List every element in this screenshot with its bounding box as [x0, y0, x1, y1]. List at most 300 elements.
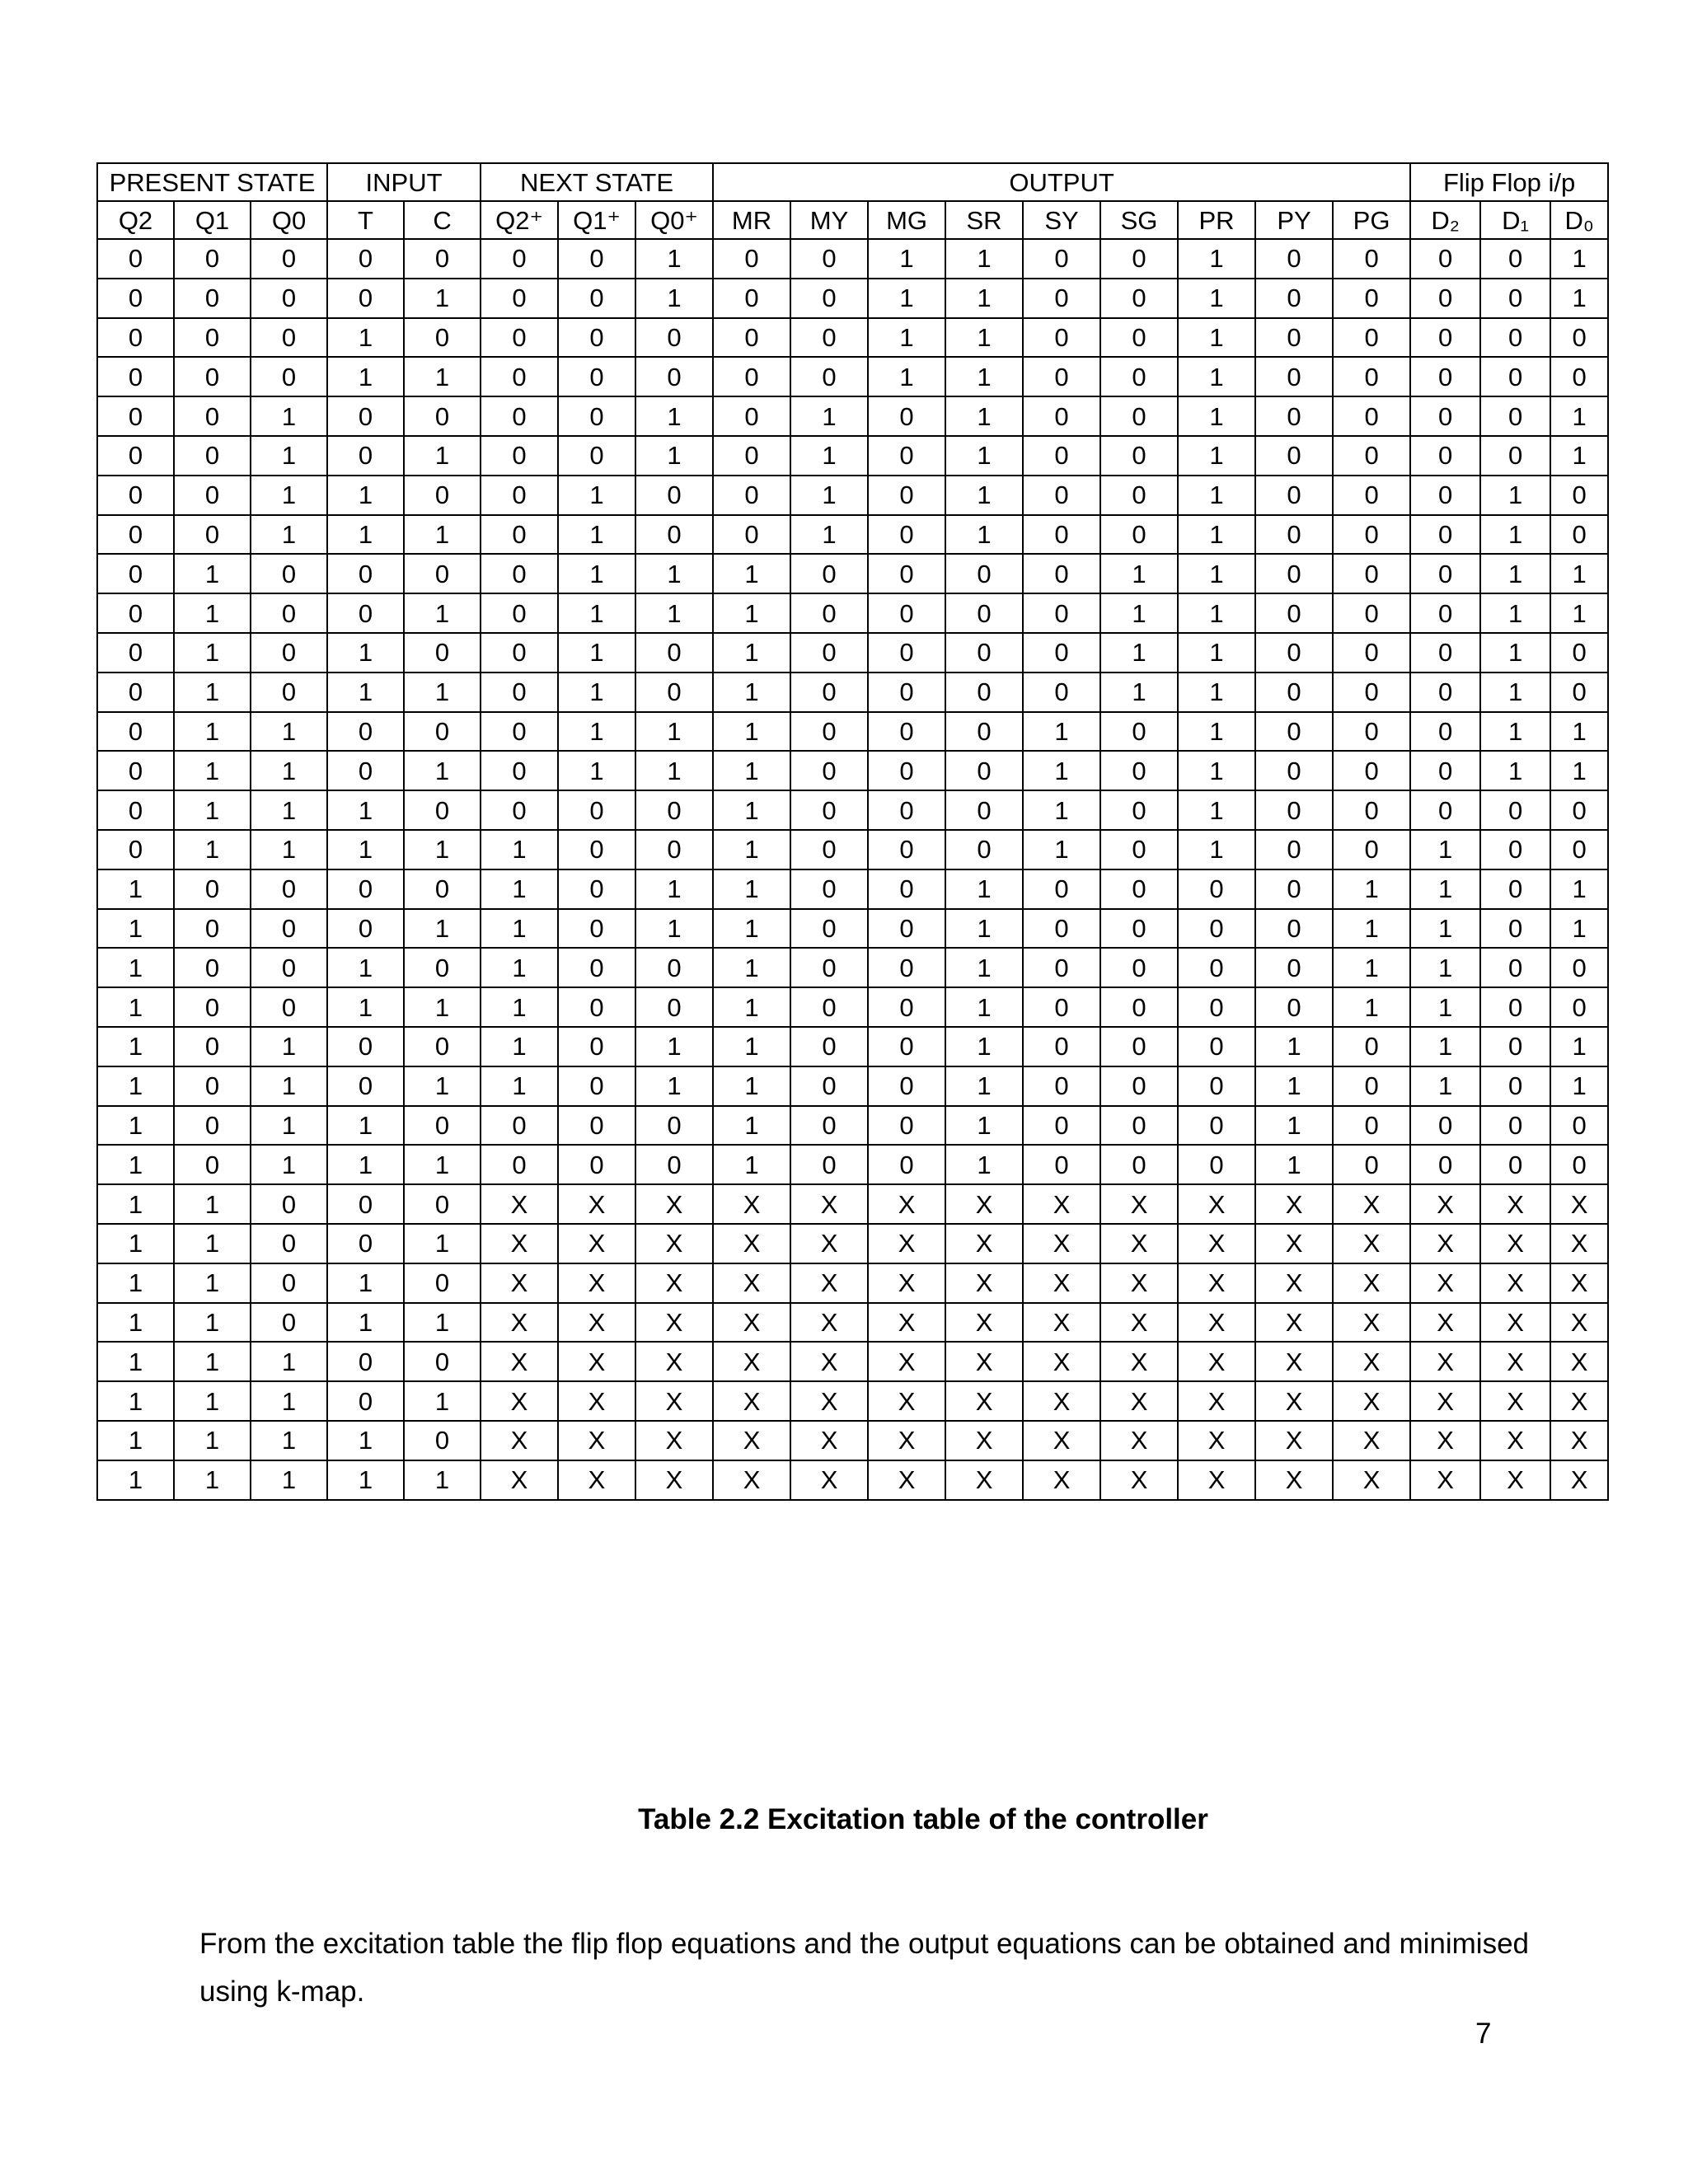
table-cell: X	[1333, 1460, 1410, 1500]
table-cell: 0	[174, 396, 251, 436]
table-cell: X	[558, 1184, 635, 1224]
table-cell: 1	[635, 869, 713, 909]
table-cell: 0	[1178, 909, 1255, 949]
table-cell: 0	[174, 1106, 251, 1146]
table-cell: 0	[1550, 673, 1608, 712]
table-cell: 1	[1550, 751, 1608, 790]
table-cell: 0	[1480, 987, 1550, 1027]
table-cell: 1	[1023, 751, 1100, 790]
table-cell: 0	[1333, 633, 1410, 673]
table-cell: 0	[404, 318, 481, 358]
table-cell: X	[1255, 1263, 1333, 1303]
table-cell: 1	[97, 1224, 174, 1263]
table-cell: 1	[558, 633, 635, 673]
table-cell: 1	[327, 633, 404, 673]
table-cell: X	[713, 1381, 790, 1421]
table-cell: 0	[1023, 593, 1100, 633]
table-cell: 1	[1100, 593, 1178, 633]
table-cell: 1	[635, 554, 713, 593]
table-cell: 1	[558, 712, 635, 752]
table-cell: 0	[97, 279, 174, 318]
table-cell: 0	[251, 869, 327, 909]
table-cell: 0	[404, 633, 481, 673]
table-cell: 1	[174, 1421, 251, 1460]
table-cell: 0	[1178, 1027, 1255, 1066]
table-cell: 0	[1100, 1106, 1178, 1146]
table-cell: 0	[97, 476, 174, 515]
table-cell: X	[713, 1460, 790, 1500]
table-cell: X	[1178, 1224, 1255, 1263]
table-cell: 1	[713, 830, 790, 869]
table-cell: 0	[481, 239, 558, 279]
table-cell: 1	[1255, 1027, 1333, 1066]
table-cell: 0	[481, 357, 558, 396]
table-cell: X	[945, 1381, 1023, 1421]
table-cell: 1	[713, 1145, 790, 1184]
table-cell: 1	[790, 476, 868, 515]
table-cell: 0	[97, 751, 174, 790]
table-cell: 1	[558, 554, 635, 593]
table-cell: X	[1410, 1421, 1480, 1460]
table-cell: 0	[1100, 790, 1178, 830]
table-cell: 1	[945, 396, 1023, 436]
table-cell: X	[790, 1303, 868, 1343]
table-cell: 1	[1178, 633, 1255, 673]
table-cell: X	[868, 1460, 945, 1500]
table-cell: 1	[945, 279, 1023, 318]
table-cell: 0	[1023, 869, 1100, 909]
table-cell: 1	[635, 593, 713, 633]
table-cell: 1	[635, 751, 713, 790]
table-cell: 1	[635, 1027, 713, 1066]
column-header: MG	[868, 201, 945, 239]
table-cell: 1	[481, 948, 558, 987]
table-cell: 1	[97, 987, 174, 1027]
table-cell: 0	[1333, 396, 1410, 436]
table-cell: 1	[1550, 1027, 1608, 1066]
table-cell: X	[1550, 1263, 1608, 1303]
table-cell: 1	[404, 1381, 481, 1421]
table-cell: 0	[327, 712, 404, 752]
table-cell: 0	[1100, 830, 1178, 869]
table-cell: X	[1410, 1184, 1480, 1224]
table-cell: 0	[1550, 790, 1608, 830]
table-cell: 0	[868, 712, 945, 752]
table-cell: 0	[635, 357, 713, 396]
table-cell: 0	[1023, 1145, 1100, 1184]
column-header: SG	[1100, 201, 1178, 239]
table-cell: 0	[868, 1027, 945, 1066]
table-cell: 1	[481, 987, 558, 1027]
table-cell: X	[713, 1224, 790, 1263]
table-cell: 0	[945, 673, 1023, 712]
table-cell: 1	[635, 239, 713, 279]
table-cell: X	[1410, 1381, 1480, 1421]
table-cell: X	[945, 1460, 1023, 1500]
table-cell: 0	[251, 1303, 327, 1343]
table-cell: 0	[174, 1027, 251, 1066]
table-cell: 1	[1480, 633, 1550, 673]
table-cell: 1	[713, 869, 790, 909]
table-cell: 1	[251, 436, 327, 476]
table-cell: 0	[1255, 515, 1333, 555]
table-cell: X	[868, 1303, 945, 1343]
table-cell: 1	[97, 1263, 174, 1303]
table-cell: 0	[1333, 318, 1410, 358]
table-cell: 0	[1023, 909, 1100, 949]
table-cell: 0	[1255, 948, 1333, 987]
table-cell: 0	[1550, 1106, 1608, 1146]
table-cell: X	[868, 1381, 945, 1421]
table-cell: 1	[1178, 751, 1255, 790]
table-cell: 0	[1333, 554, 1410, 593]
table-cell: X	[1333, 1342, 1410, 1381]
table-cell: 0	[790, 987, 868, 1027]
table-cell: 0	[327, 279, 404, 318]
table-row	[97, 751, 1608, 790]
table-cell: 0	[790, 1145, 868, 1184]
table-cell: X	[790, 1342, 868, 1381]
table-cell: 1	[481, 869, 558, 909]
table-cell: 0	[1255, 357, 1333, 396]
table-cell: 1	[97, 1381, 174, 1421]
table-cell: 0	[790, 318, 868, 358]
group-header: INPUT	[327, 163, 481, 201]
table-row	[97, 1303, 1608, 1343]
table-cell: 1	[1550, 869, 1608, 909]
table-cell: 0	[251, 909, 327, 949]
table-cell: 0	[1100, 357, 1178, 396]
table-cell: 0	[713, 239, 790, 279]
table-cell: 1	[97, 1460, 174, 1500]
table-cell: X	[790, 1381, 868, 1421]
table-cell: 0	[945, 633, 1023, 673]
table-cell: 1	[1550, 436, 1608, 476]
table-cell: 0	[1255, 593, 1333, 633]
table-cell: X	[1550, 1421, 1608, 1460]
table-cell: 1	[713, 948, 790, 987]
table-cell: X	[1480, 1224, 1550, 1263]
table-cell: 0	[1023, 633, 1100, 673]
table-cell: X	[868, 1342, 945, 1381]
table-cell: 1	[1178, 712, 1255, 752]
table-cell: 0	[404, 1184, 481, 1224]
table-cell: X	[945, 1303, 1023, 1343]
table-row	[97, 790, 1608, 830]
table-row	[97, 476, 1608, 515]
table-cell: 1	[404, 673, 481, 712]
table-cell: 0	[868, 830, 945, 869]
table-row	[97, 515, 1608, 555]
table-cell: X	[481, 1342, 558, 1381]
table-cell: 1	[1550, 593, 1608, 633]
table-cell: X	[635, 1263, 713, 1303]
table-row	[97, 1184, 1608, 1224]
column-header: Q0	[251, 201, 327, 239]
table-cell: X	[558, 1460, 635, 1500]
table-cell: 0	[868, 1106, 945, 1146]
table-cell: 1	[1255, 1145, 1333, 1184]
table-cell: 0	[1023, 987, 1100, 1027]
table-cell: 0	[481, 396, 558, 436]
table-cell: 0	[1023, 239, 1100, 279]
table-cell: X	[481, 1184, 558, 1224]
table-cell: X	[1550, 1460, 1608, 1500]
group-header: OUTPUT	[713, 163, 1410, 201]
table-row	[97, 239, 1608, 279]
table-cell: 0	[251, 987, 327, 1027]
table-row	[97, 1381, 1608, 1421]
table-cell: 1	[713, 554, 790, 593]
table-cell: 0	[404, 1027, 481, 1066]
table-cell: 1	[327, 515, 404, 555]
table-cell: 1	[327, 476, 404, 515]
table-cell: 0	[174, 1066, 251, 1106]
table-cell: X	[713, 1263, 790, 1303]
table-cell: 0	[1550, 318, 1608, 358]
table-cell: 1	[404, 1460, 481, 1500]
table-cell: 0	[1480, 1145, 1550, 1184]
table-cell: X	[1550, 1342, 1608, 1381]
table-cell: X	[1178, 1460, 1255, 1500]
table-cell: 0	[1410, 1145, 1480, 1184]
table-cell: 1	[174, 830, 251, 869]
table-cell: 1	[945, 1106, 1023, 1146]
table-cell: 1	[251, 1460, 327, 1500]
table-cell: X	[713, 1184, 790, 1224]
table-cell: 1	[1023, 790, 1100, 830]
table-cell: 0	[945, 554, 1023, 593]
table-cell: 1	[1480, 554, 1550, 593]
table-cell: 0	[1178, 1106, 1255, 1146]
table-cell: 1	[868, 279, 945, 318]
table-cell: 1	[327, 1303, 404, 1343]
table-cell: 0	[558, 436, 635, 476]
table-row	[97, 1106, 1608, 1146]
table-cell: 0	[558, 396, 635, 436]
table-cell: 0	[97, 673, 174, 712]
table-cell: 0	[251, 593, 327, 633]
table-cell: 0	[1255, 790, 1333, 830]
table-cell: 1	[1550, 1066, 1608, 1106]
table-cell: 0	[404, 1263, 481, 1303]
table-cell: X	[1333, 1303, 1410, 1343]
table-cell: 0	[1550, 357, 1608, 396]
table-cell: 0	[1550, 1145, 1608, 1184]
table-cell: X	[1550, 1224, 1608, 1263]
table-cell: X	[1480, 1381, 1550, 1421]
table-cell: 0	[1410, 554, 1480, 593]
table-cell: 1	[327, 830, 404, 869]
column-header: SY	[1023, 201, 1100, 239]
table-cell: 1	[945, 1027, 1023, 1066]
group-header: PRESENT STATE	[97, 163, 327, 201]
table-cell: 0	[481, 593, 558, 633]
table-cell: X	[1178, 1184, 1255, 1224]
table-cell: 0	[1023, 515, 1100, 555]
table-cell: 1	[558, 673, 635, 712]
table-cell: 1	[404, 1066, 481, 1106]
table-cell: 1	[945, 357, 1023, 396]
table-cell: 0	[1333, 1066, 1410, 1106]
table-cell: 1	[97, 1106, 174, 1146]
table-cell: 0	[1023, 318, 1100, 358]
table-cell: 0	[174, 515, 251, 555]
table-cell: 0	[790, 909, 868, 949]
table-cell: 1	[404, 1224, 481, 1263]
table-cell: 0	[1255, 476, 1333, 515]
column-header: Q2⁺	[481, 201, 558, 239]
table-cell: 0	[1255, 239, 1333, 279]
table-cell: 0	[1178, 869, 1255, 909]
table-cell: 0	[97, 593, 174, 633]
table-cell: 1	[945, 948, 1023, 987]
table-cell: 0	[481, 318, 558, 358]
table-cell: 0	[1410, 239, 1480, 279]
table-cell: 0	[481, 436, 558, 476]
table-cell: 1	[1255, 1106, 1333, 1146]
table-cell: 0	[1178, 1066, 1255, 1106]
table-cell: 0	[790, 1106, 868, 1146]
table-cell: X	[790, 1460, 868, 1500]
excitation-table	[96, 162, 1609, 1501]
table-cell: 0	[1100, 515, 1178, 555]
table-cell: 1	[174, 554, 251, 593]
table-cell: 1	[1178, 593, 1255, 633]
table-cell: 0	[1480, 869, 1550, 909]
table-cell: 0	[1255, 436, 1333, 476]
table-cell: 0	[327, 1381, 404, 1421]
table-cell: 0	[97, 633, 174, 673]
table-cell: X	[1410, 1224, 1480, 1263]
table-cell: 0	[1255, 869, 1333, 909]
table-cell: 0	[327, 436, 404, 476]
table-cell: 0	[713, 436, 790, 476]
table-cell: 1	[558, 476, 635, 515]
table-cell: X	[1410, 1342, 1480, 1381]
table-cell: 0	[251, 318, 327, 358]
table-cell: 0	[327, 593, 404, 633]
table-cell: 0	[868, 633, 945, 673]
table-cell: 0	[868, 751, 945, 790]
table-cell: X	[945, 1421, 1023, 1460]
table-cell: 1	[945, 515, 1023, 555]
table-cell: 0	[790, 751, 868, 790]
table-cell: X	[1023, 1460, 1100, 1500]
table-cell: 0	[1333, 515, 1410, 555]
table-cell: 1	[1178, 396, 1255, 436]
table-cell: 1	[327, 1263, 404, 1303]
table-cell: X	[1410, 1263, 1480, 1303]
table-cell: 1	[635, 909, 713, 949]
table-cell: 1	[1178, 476, 1255, 515]
table-cell: X	[945, 1184, 1023, 1224]
table-cell: 0	[1100, 279, 1178, 318]
table-cell: 0	[558, 357, 635, 396]
table-cell: 0	[404, 396, 481, 436]
table-cell: 0	[1480, 318, 1550, 358]
table-cell: 0	[1100, 909, 1178, 949]
table-cell: 0	[174, 318, 251, 358]
table-cell: X	[1255, 1184, 1333, 1224]
table-cell: 1	[945, 909, 1023, 949]
table-cell: 1	[1178, 279, 1255, 318]
table-cell: 1	[327, 318, 404, 358]
table-cell: 0	[1480, 239, 1550, 279]
table-row	[97, 1066, 1608, 1106]
column-header: Q1	[174, 201, 251, 239]
table-cell: 0	[404, 1106, 481, 1146]
table-cell: 0	[790, 1027, 868, 1066]
table-cell: 0	[790, 593, 868, 633]
table-cell: 0	[713, 318, 790, 358]
table-cell: 1	[481, 830, 558, 869]
table-cell: 0	[558, 1027, 635, 1066]
table-cell: 1	[481, 1066, 558, 1106]
table-cell: 0	[635, 515, 713, 555]
table-cell: 0	[945, 593, 1023, 633]
column-header: T	[327, 201, 404, 239]
table-cell: 1	[97, 948, 174, 987]
table-cell: 1	[790, 396, 868, 436]
table-cell: 0	[327, 1224, 404, 1263]
group-header: Flip Flop i/p	[1410, 163, 1608, 201]
table-cell: 0	[1550, 515, 1608, 555]
table-cell: X	[868, 1263, 945, 1303]
table-cell: X	[1480, 1263, 1550, 1303]
table-cell: 0	[790, 790, 868, 830]
table-cell: 1	[1480, 593, 1550, 633]
table-cell: 0	[1255, 673, 1333, 712]
table-cell: 0	[790, 554, 868, 593]
table-cell: 0	[174, 436, 251, 476]
table-cell: X	[1255, 1303, 1333, 1343]
table-cell: 0	[1410, 790, 1480, 830]
table-cell: 1	[1333, 987, 1410, 1027]
table-cell: 0	[790, 869, 868, 909]
table-cell: 0	[1410, 436, 1480, 476]
table-cell: 1	[1023, 712, 1100, 752]
table-cell: 0	[1100, 987, 1178, 1027]
table-cell: 0	[558, 948, 635, 987]
table-cell: 0	[868, 515, 945, 555]
table-cell: 1	[251, 1145, 327, 1184]
table-cell: 0	[174, 357, 251, 396]
table-cell: 0	[1410, 712, 1480, 752]
table-cell: 1	[1333, 948, 1410, 987]
table-cell: 1	[1480, 673, 1550, 712]
table-cell: 1	[558, 515, 635, 555]
table-cell: 0	[251, 948, 327, 987]
table-cell: 0	[868, 436, 945, 476]
table-cell: 0	[404, 239, 481, 279]
table-cell: X	[558, 1421, 635, 1460]
table-cell: 0	[327, 869, 404, 909]
table-cell: X	[1023, 1303, 1100, 1343]
table-cell: X	[1255, 1342, 1333, 1381]
table-cell: 0	[1480, 948, 1550, 987]
table-cell: 1	[945, 318, 1023, 358]
table-cell: 0	[97, 515, 174, 555]
table-cell: 1	[1100, 554, 1178, 593]
table-cell: X	[481, 1263, 558, 1303]
table-cell: X	[635, 1381, 713, 1421]
table-cell: 0	[868, 1145, 945, 1184]
table-cell: 0	[868, 476, 945, 515]
table-cell: 0	[713, 476, 790, 515]
table-cell: 1	[481, 1027, 558, 1066]
table-cell: 0	[1255, 751, 1333, 790]
